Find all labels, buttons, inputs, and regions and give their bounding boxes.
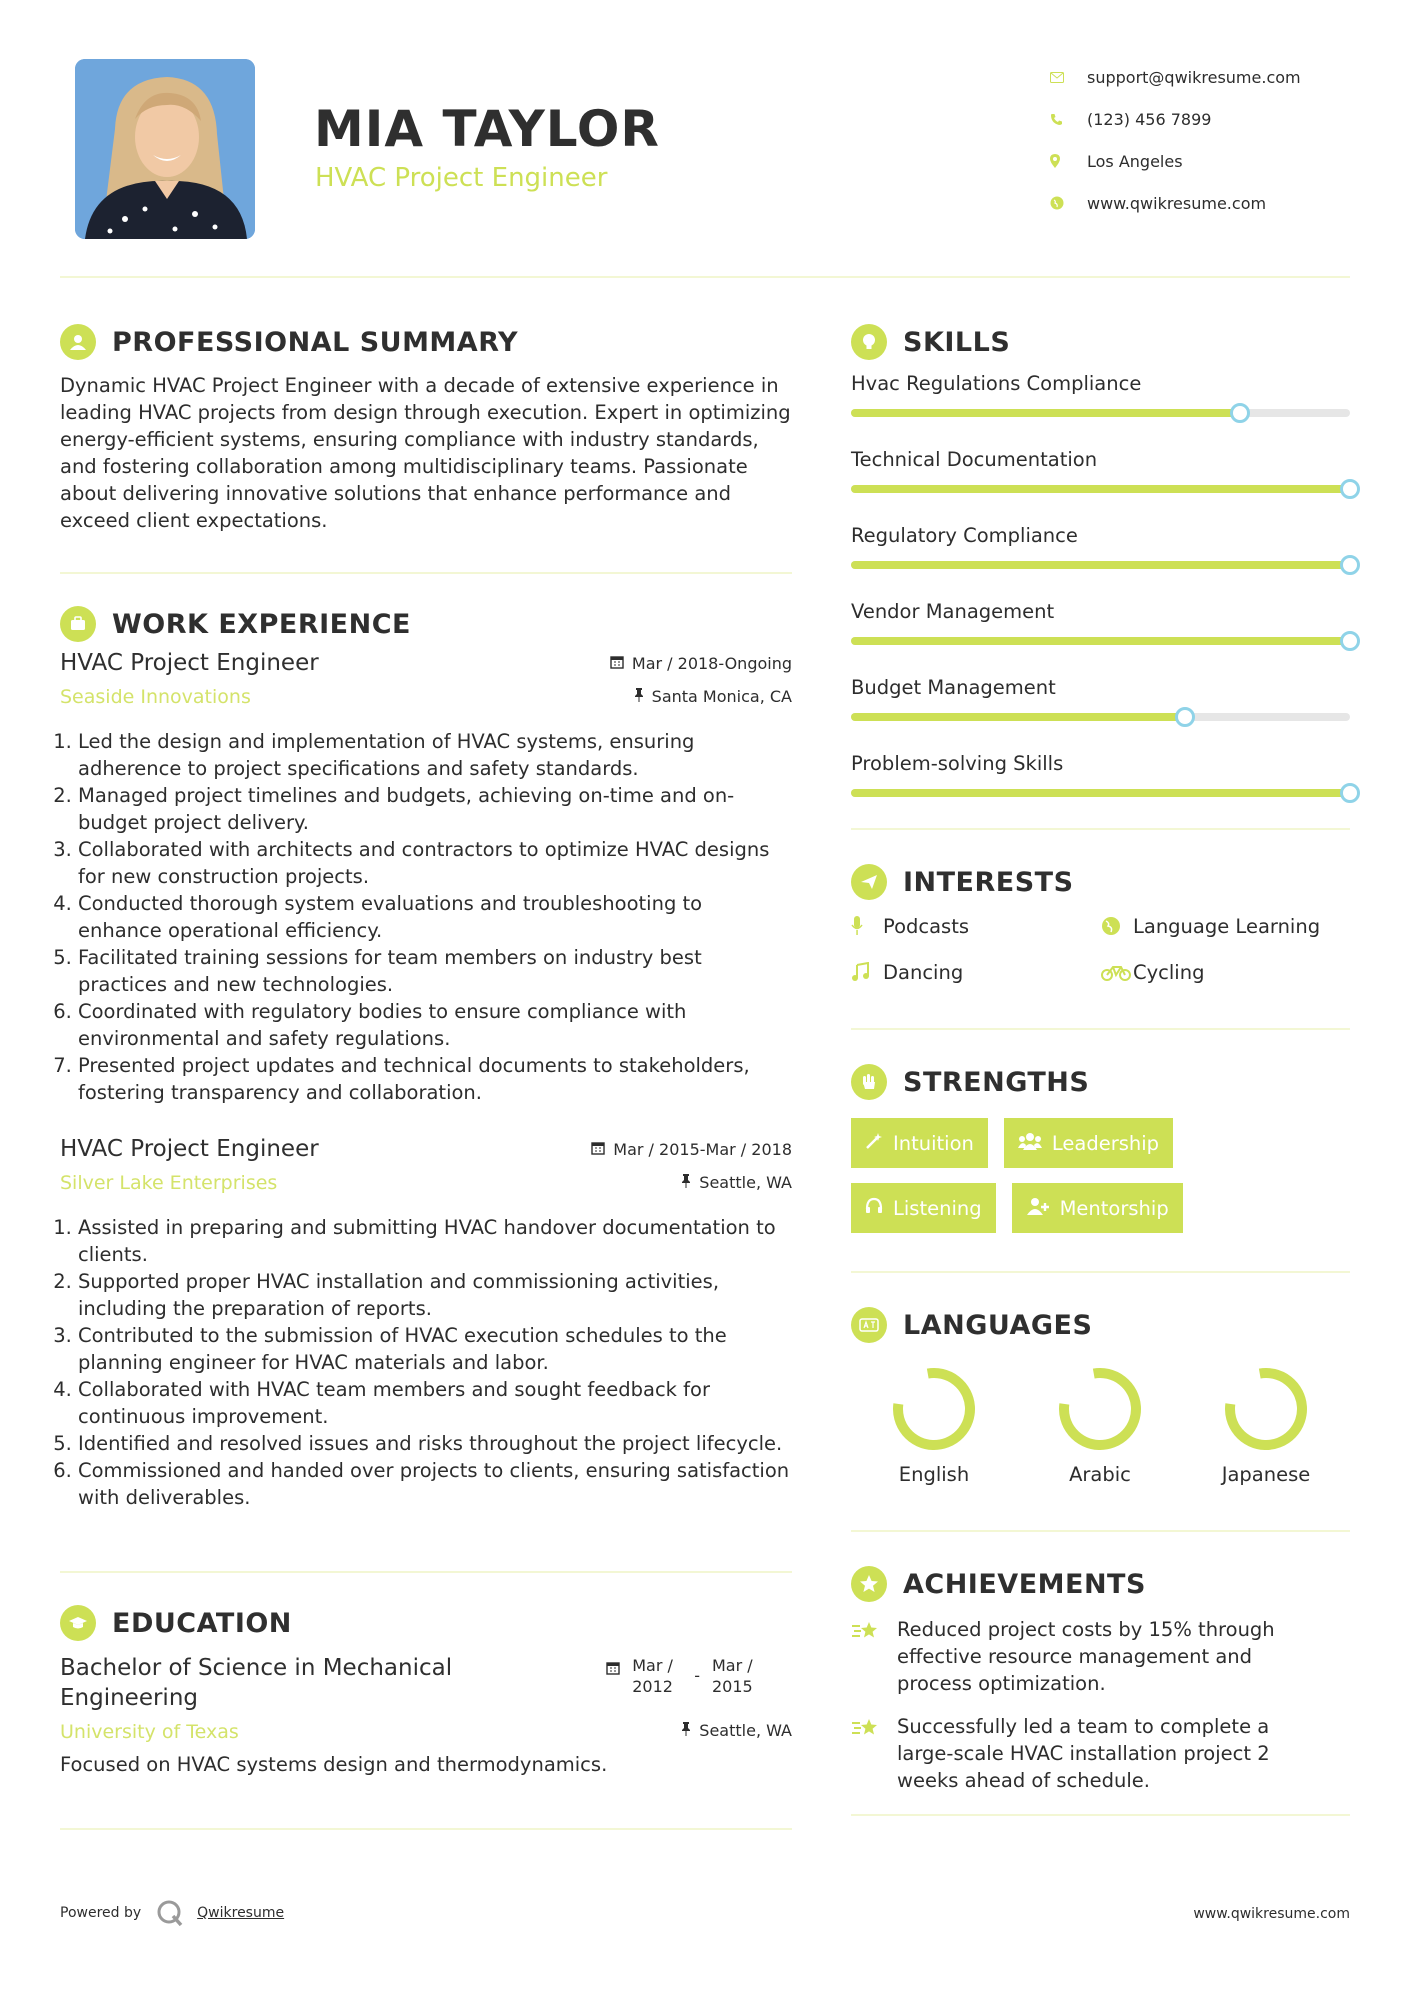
education-entry — [60, 1653, 792, 1778]
duty-item: 2. Supported proper HVAC installation and commissioning activities, including the preparation of reports. — [78, 1268, 792, 1322]
section-divider — [60, 1828, 792, 1830]
skill-bar-knob — [1175, 707, 1195, 727]
skill-bar-fill — [851, 637, 1350, 645]
skill-bar-track — [851, 637, 1350, 645]
skill-item — [851, 676, 1350, 752]
qwikresume-logo-icon — [155, 1898, 185, 1928]
job-dates-text: Mar / 2018-Ongoing — [631, 654, 792, 673]
work-heading — [60, 602, 792, 646]
strength-label: Leadership — [1051, 1131, 1160, 1155]
duty-item: 1. Led the design and implementation of HVAC systems, ensuring adherence to project specifications and safety standards. — [78, 728, 792, 782]
duty-item: 2. Managed project timelines and budgets, achieving on-time and on-budget project delivery. — [78, 782, 792, 836]
pushpin-icon — [681, 1721, 691, 1740]
education-start: Mar / 2012 — [632, 1656, 673, 1696]
skill-name: Regulatory Compliance — [851, 524, 1078, 547]
section-divider — [60, 572, 792, 574]
calendar-icon — [591, 1140, 605, 1159]
education-end: Mar / 2015 — [712, 1656, 753, 1696]
job-location-text: Seattle, WA — [699, 1173, 792, 1192]
language-name: English — [898, 1463, 970, 1486]
calendar-icon — [610, 654, 624, 673]
interest-label: Podcasts — [883, 914, 970, 938]
duty-item: 7. Presented project updates and technical documents to stakeholders, fostering transparency and collaboration. — [78, 1052, 792, 1106]
summary-section — [60, 320, 792, 534]
company-name: Silver Lake Enterprises — [60, 1172, 278, 1194]
duty-item: 6. Coordinated with regulatory bodies to ensure compliance with environmental and safety regulations. — [78, 998, 792, 1052]
achievements-heading — [851, 1562, 1350, 1606]
footer-powered-by — [60, 1898, 284, 1928]
interest-label: Dancing — [883, 960, 964, 984]
user-icon — [60, 324, 96, 360]
skill-bar-knob — [1230, 403, 1250, 423]
school-name: University of Texas — [60, 1721, 239, 1743]
strength-label: Intuition — [893, 1131, 974, 1155]
location-icon — [1050, 154, 1087, 168]
briefcase-icon — [60, 606, 96, 642]
achievement-item — [851, 1713, 1350, 1794]
education-section — [60, 1601, 792, 1778]
users-icon — [1018, 1132, 1042, 1155]
job-entry — [60, 650, 792, 1106]
left-column — [60, 320, 792, 1830]
contact-phone[interactable] — [1050, 98, 1370, 140]
interest-item — [851, 914, 1101, 938]
language-name: Japanese — [1221, 1463, 1311, 1486]
lightbulb-icon — [851, 324, 887, 360]
profile-photo-portrait — [75, 59, 255, 239]
summary-text: Dynamic HVAC Project Engineer with a decade of extensive experience in leading HVAC projects from design through execution. Expert in optimizing energy-efficient systems, ensuring compliance with industry standards, and fostering collaboration among multidisciplinary teams. Passionate about delivering innovative solutions that enhance performance and exceed client expectations. — [60, 374, 791, 532]
education-location — [681, 1721, 792, 1740]
duty-item: 3. Contributed to the submission of HVAC execution schedules to the planning engineer for HVAC materials and labor. — [78, 1322, 792, 1376]
skill-name: Technical Documentation — [851, 448, 1098, 471]
candidate-name: MIA TAYLOR — [314, 100, 660, 158]
skill-bar-fill — [851, 409, 1240, 417]
skill-bar-track — [851, 561, 1350, 569]
skill-bar-fill — [851, 789, 1350, 797]
interest-item — [1101, 960, 1350, 984]
strength-tag — [1012, 1183, 1183, 1233]
skill-name: Problem-solving Skills — [851, 752, 1064, 775]
skill-bar-fill — [851, 713, 1185, 721]
contact-list — [1050, 56, 1370, 224]
section-divider — [60, 1571, 792, 1573]
pushpin-icon — [634, 687, 644, 706]
education-date-dash: - — [694, 1666, 700, 1685]
skills-heading — [851, 320, 1350, 364]
language-item — [1017, 1365, 1183, 1486]
strength-label: Mentorship — [1059, 1196, 1169, 1220]
skill-bar-knob — [1340, 783, 1360, 803]
language-level-ring — [1056, 1365, 1144, 1453]
summary-title: PROFESSIONAL SUMMARY — [112, 326, 519, 358]
languages-section — [851, 1303, 1350, 1486]
achievement-item — [851, 1616, 1350, 1697]
paper-plane-icon — [851, 864, 887, 900]
language-level-ring — [1222, 1365, 1310, 1453]
skill-bar-track — [851, 789, 1350, 797]
globe-icon — [1101, 916, 1133, 936]
contact-phone-text: (123) 456 7899 — [1087, 109, 1212, 129]
skill-item — [851, 600, 1350, 676]
globe-icon — [1050, 196, 1087, 210]
skill-bar-knob — [1340, 479, 1360, 499]
contact-location — [1050, 140, 1370, 182]
education-heading — [60, 1601, 792, 1645]
graduation-icon — [60, 1605, 96, 1641]
strength-tag — [1004, 1118, 1173, 1168]
duty-item: 6. Commissioned and handed over projects to clients, ensuring satisfaction with deliverables. — [78, 1457, 792, 1511]
hand-icon — [851, 1064, 887, 1100]
skill-bar-track — [851, 409, 1350, 417]
job-location-text: Santa Monica, CA — [651, 687, 792, 706]
language-name: Arabic — [1069, 1463, 1131, 1486]
education-location-text: Seattle, WA — [699, 1721, 792, 1740]
contact-website-text: www.qwikresume.com — [1087, 193, 1267, 213]
strengths-list — [851, 1118, 1231, 1233]
language-item — [851, 1365, 1017, 1486]
skill-name: Hvac Regulations Compliance — [851, 372, 1142, 395]
skill-item — [851, 752, 1350, 828]
star-icon — [851, 1566, 887, 1602]
achievements-section — [851, 1562, 1350, 1794]
interests-heading — [851, 860, 1350, 904]
section-divider — [851, 1814, 1350, 1816]
interests-title: INTERESTS — [903, 866, 1074, 898]
education-title: EDUCATION — [112, 1607, 292, 1639]
strength-tag — [851, 1183, 996, 1233]
skill-bar-fill — [851, 561, 1350, 569]
contact-location-text: Los Angeles — [1087, 151, 1183, 171]
work-title: WORK EXPERIENCE — [112, 608, 411, 640]
work-section — [60, 602, 792, 1511]
languages-title: LANGUAGES — [903, 1309, 1093, 1341]
microphone-icon — [851, 916, 883, 936]
job-duties — [60, 1214, 792, 1511]
skill-bar-fill — [851, 485, 1350, 493]
language-level-ring — [890, 1365, 978, 1453]
strengths-title: STRENGTHS — [903, 1066, 1090, 1098]
interest-item — [1101, 914, 1350, 938]
contact-email[interactable] — [1050, 56, 1370, 98]
skill-item — [851, 524, 1350, 600]
duty-item: 4. Conducted thorough system evaluations and troubleshooting to enhance operational efficiency. — [78, 890, 792, 944]
language-level-arc — [1064, 1373, 1136, 1445]
shooting-star-icon — [851, 1713, 897, 1743]
job-location — [681, 1173, 792, 1192]
job-location — [634, 687, 792, 706]
right-column — [851, 320, 1350, 1816]
language-level-arc — [1230, 1373, 1302, 1445]
skill-name: Budget Management — [851, 676, 1056, 699]
translate-icon — [851, 1307, 887, 1343]
skill-bar-track — [851, 713, 1350, 721]
job-title: HVAC Project Engineer — [60, 1136, 319, 1162]
candidate-role: HVAC Project Engineer — [315, 163, 608, 193]
skills-list — [851, 372, 1350, 828]
strengths-section — [851, 1060, 1350, 1233]
profile-photo — [75, 59, 255, 239]
duty-item: 5. Facilitated training sessions for team members on industry best practices and new technologies. — [78, 944, 792, 998]
music-note-icon — [851, 962, 883, 982]
language-item — [1183, 1365, 1349, 1486]
shooting-star-icon — [851, 1616, 897, 1646]
section-divider — [851, 1028, 1350, 1030]
job-entry — [60, 1136, 792, 1511]
qwikresume-link[interactable]: Qwikresume — [197, 1905, 285, 1921]
degree-name: Bachelor of Science in Mechanical Engineering — [60, 1655, 453, 1711]
skills-title: SKILLS — [903, 326, 1011, 358]
section-divider — [851, 1271, 1350, 1273]
section-divider — [851, 828, 1350, 830]
strength-label: Listening — [893, 1196, 982, 1220]
interest-label: Language Learning — [1133, 914, 1321, 938]
contact-website[interactable] — [1050, 182, 1370, 224]
section-divider — [851, 1530, 1350, 1532]
bicycle-icon — [1101, 963, 1133, 981]
contact-email-text: support@qwikresume.com — [1087, 67, 1301, 87]
email-icon — [1050, 72, 1087, 83]
achievement-text: Successfully led a team to complete a large-scale HVAC installation project 2 weeks ahead of schedule. — [897, 1715, 1270, 1792]
achievements-list — [851, 1616, 1350, 1794]
interest-label: Cycling — [1133, 960, 1205, 984]
duty-item: 5. Identified and resolved issues and risks throughout the project lifecycle. — [78, 1430, 792, 1457]
interests-list — [851, 914, 1350, 984]
job-dates — [591, 1140, 792, 1159]
skill-name: Vendor Management — [851, 600, 1055, 623]
job-title: HVAC Project Engineer — [60, 650, 319, 676]
skill-item — [851, 448, 1350, 524]
languages-list — [851, 1365, 1350, 1486]
calendar-icon — [606, 1655, 620, 1680]
powered-by-text: Powered by — [60, 1905, 142, 1921]
skill-bar-knob — [1340, 631, 1360, 651]
language-level-arc — [898, 1373, 970, 1445]
magic-wand-icon — [865, 1132, 883, 1155]
header-divider — [60, 276, 1350, 278]
strengths-heading — [851, 1060, 1350, 1104]
interest-item — [851, 960, 1101, 984]
achievement-text: Reduced project costs by 15% through effective resource management and process optimization. — [897, 1618, 1275, 1695]
skill-bar-track — [851, 485, 1350, 493]
skills-section — [851, 320, 1350, 828]
duty-item: 3. Collaborated with architects and contractors to optimize HVAC designs for new construction projects. — [78, 836, 792, 890]
skill-item — [851, 372, 1350, 448]
interests-section — [851, 860, 1350, 984]
pushpin-icon — [681, 1173, 691, 1192]
job-dates — [610, 654, 792, 673]
duty-item: 1. Assisted in preparing and submitting HVAC handover documentation to clients. — [78, 1214, 792, 1268]
achievements-title: ACHIEVEMENTS — [903, 1568, 1146, 1600]
job-duties — [60, 728, 792, 1106]
phone-icon — [1050, 113, 1087, 126]
user-plus-icon — [1026, 1197, 1050, 1220]
strength-tag — [851, 1118, 988, 1168]
company-name: Seaside Innovations — [60, 686, 251, 708]
education-description: Focused on HVAC systems design and thermodynamics. — [60, 1753, 608, 1776]
education-dates — [606, 1655, 762, 1697]
languages-heading — [851, 1303, 1350, 1347]
headphones-icon — [865, 1197, 883, 1220]
footer-url[interactable]: www.qwikresume.com — [1193, 1906, 1350, 1922]
job-dates-text: Mar / 2015-Mar / 2018 — [613, 1140, 792, 1159]
duty-item: 4. Collaborated with HVAC team members and sought feedback for continuous improvement. — [78, 1376, 792, 1430]
skill-bar-knob — [1340, 555, 1360, 575]
summary-heading — [60, 320, 792, 364]
